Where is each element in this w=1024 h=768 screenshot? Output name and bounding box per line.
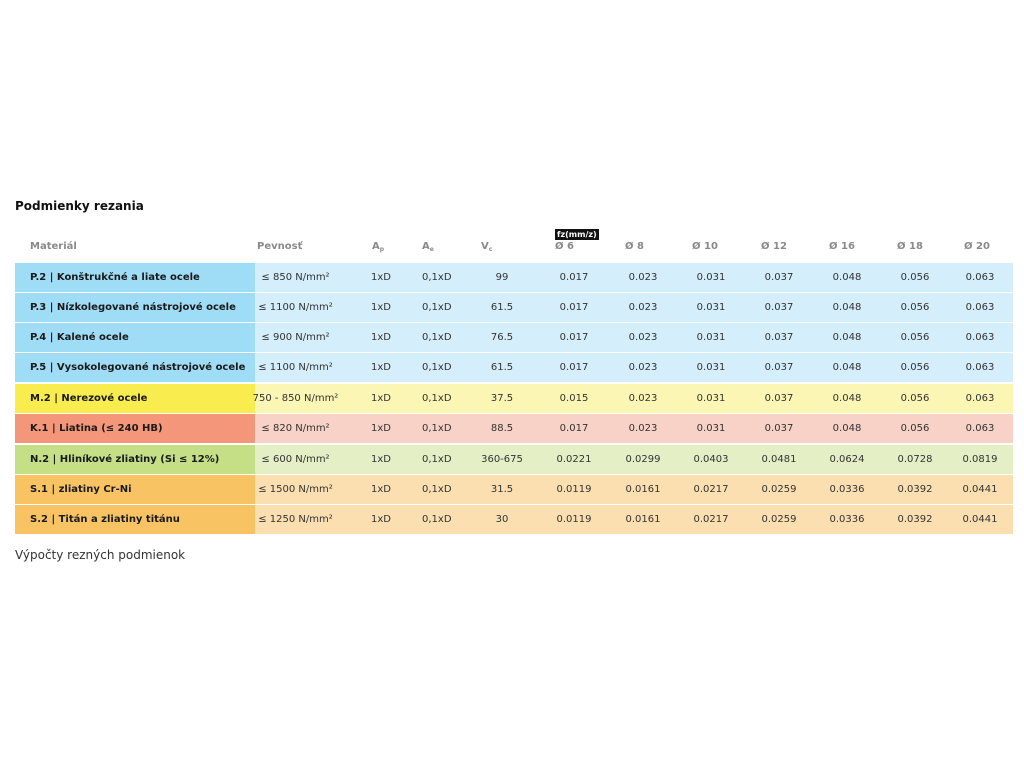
table-row (15, 293, 1013, 322)
fz-cell: 0.063 (965, 332, 995, 343)
fz-cell: 0.056 (900, 362, 930, 373)
fz-cell: 0.031 (696, 362, 726, 373)
vc-cell: 61.5 (490, 362, 514, 373)
ap-cell: 1xD (371, 484, 391, 495)
header-diameter-20: Ø 20 (964, 241, 990, 252)
fz-cell: 0.0161 (625, 514, 661, 525)
fz-cell: 0.048 (832, 423, 862, 434)
table-row (15, 263, 1013, 292)
table-row (15, 445, 1013, 474)
ap-cell: 1xD (371, 423, 391, 434)
header-material: Materiál (30, 241, 77, 252)
fz-cell: 0.031 (696, 423, 726, 434)
fz-unit-label: fz(mm/z) (557, 230, 597, 239)
fz-cell: 0.037 (764, 302, 794, 313)
table-row (15, 414, 1013, 443)
fz-cell: 0.0217 (693, 514, 729, 525)
ae-cell: 0,1xD (422, 423, 452, 434)
fz-cell: 0.0299 (625, 454, 661, 465)
fz-cell: 0.063 (965, 362, 995, 373)
material-cell: M.2 | Nerezové ocele (15, 384, 255, 413)
strength-cell: ≤ 1100 N/mm² (258, 362, 333, 373)
fz-cell: 0.0624 (829, 454, 865, 465)
vc-cell: 31.5 (490, 484, 514, 495)
fz-cell: 0.063 (965, 393, 995, 404)
header-vc: $V_c$ (481, 241, 493, 253)
header-diameter-6: Ø 6 (555, 241, 574, 252)
ae-cell: 0,1xD (422, 332, 452, 343)
fz-cell: 0.056 (900, 272, 930, 283)
fz-cell: 0.023 (628, 272, 658, 283)
fz-cell: 0.048 (832, 393, 862, 404)
ap-cell: 1xD (371, 362, 391, 373)
fz-cell: 0.0392 (897, 484, 933, 495)
material-cell: P.4 | Kalené ocele (15, 323, 255, 352)
fz-cell: 0.037 (764, 332, 794, 343)
material-cell: S.1 | zliatiny Cr-Ni (15, 475, 255, 504)
header-ae: $A_e$ (422, 241, 434, 253)
fz-cell: 0.031 (696, 272, 726, 283)
fz-cell: 0.0481 (761, 454, 797, 465)
fz-cell: 0.063 (965, 272, 995, 283)
ap-cell: 1xD (371, 332, 391, 343)
ap-cell: 1xD (371, 393, 391, 404)
fz-cell: 0.023 (628, 393, 658, 404)
fz-cell: 0.015 (559, 393, 589, 404)
material-cell: N.2 | Hliníkové zliatiny (Si ≤ 12%) (15, 445, 255, 474)
fz-cell: 0.0819 (962, 454, 998, 465)
vc-cell: 76.5 (490, 332, 514, 343)
material-cell: P.5 | Vysokolegované nástrojové ocele (15, 353, 255, 382)
fz-cell: 0.0728 (897, 454, 933, 465)
vc-cell: 99 (495, 272, 509, 283)
fz-cell: 0.056 (900, 393, 930, 404)
vc-cell: 37.5 (490, 393, 514, 404)
fz-cell: 0.023 (628, 362, 658, 373)
fz-cell: 0.0441 (962, 514, 998, 525)
fz-cell: 0.063 (965, 302, 995, 313)
fz-cell: 0.037 (764, 393, 794, 404)
fz-cell: 0.0392 (897, 514, 933, 525)
vc-cell: 30 (495, 514, 509, 525)
fz-cell: 0.031 (696, 332, 726, 343)
strength-cell: ≤ 900 N/mm² (261, 332, 330, 343)
fz-cell: 0.056 (900, 332, 930, 343)
fz-cell: 0.017 (559, 302, 589, 313)
ap-cell: 1xD (371, 514, 391, 525)
fz-cell: 0.017 (559, 423, 589, 434)
fz-cell: 0.0259 (761, 484, 797, 495)
ap-cell: 1xD (371, 454, 391, 465)
material-cell: S.2 | Titán a zliatiny titánu (15, 505, 255, 534)
fz-cell: 0.0119 (556, 514, 592, 525)
vc-cell: 88.5 (490, 423, 514, 434)
fz-cell: 0.023 (628, 332, 658, 343)
strength-cell: ≤ 1250 N/mm² (258, 514, 333, 525)
fz-cell: 0.017 (559, 362, 589, 373)
fz-cell: 0.031 (696, 393, 726, 404)
table-row (15, 353, 1013, 382)
table-row (15, 323, 1013, 352)
fz-cell: 0.048 (832, 332, 862, 343)
fz-cell: 0.0403 (693, 454, 729, 465)
fz-cell: 0.0336 (829, 484, 865, 495)
ae-cell: 0,1xD (422, 393, 452, 404)
header-strength: Pevnosť (257, 241, 303, 252)
fz-cell: 0.0119 (556, 484, 592, 495)
fz-cell: 0.048 (832, 362, 862, 373)
strength-cell: ≤ 1500 N/mm² (258, 484, 333, 495)
strength-cell: ≤ 1100 N/mm² (258, 302, 333, 313)
ae-cell: 0,1xD (422, 454, 452, 465)
fz-cell: 0.0441 (962, 484, 998, 495)
fz-cell: 0.017 (559, 332, 589, 343)
ae-cell: 0,1xD (422, 484, 452, 495)
table-row (15, 505, 1013, 534)
header-diameter-10: Ø 10 (692, 241, 718, 252)
ap-cell: 1xD (371, 272, 391, 283)
fz-cell: 0.048 (832, 272, 862, 283)
strength-cell: ≤ 850 N/mm² (261, 272, 330, 283)
fz-cell: 0.0336 (829, 514, 865, 525)
vc-cell: 360-675 (481, 454, 523, 465)
table-row (15, 384, 1013, 413)
fz-cell: 0.048 (832, 302, 862, 313)
table-row (15, 475, 1013, 504)
fz-cell: 0.023 (628, 302, 658, 313)
fz-cell: 0.056 (900, 423, 930, 434)
strength-cell: 750 - 850 N/mm² (252, 393, 339, 404)
fz-cell: 0.031 (696, 302, 726, 313)
fz-cell: 0.037 (764, 362, 794, 373)
fz-cell: 0.017 (559, 272, 589, 283)
section-title: Podmienky rezania (15, 199, 144, 213)
table-caption: Výpočty rezných podmienok (15, 548, 186, 562)
strength-cell: ≤ 820 N/mm² (261, 423, 330, 434)
header-ap: $A_p$ (372, 241, 385, 253)
material-cell: K.1 | Liatina (≤ 240 HB) (15, 414, 255, 443)
fz-cell: 0.037 (764, 423, 794, 434)
fz-cell: 0.063 (965, 423, 995, 434)
fz-cell: 0.056 (900, 302, 930, 313)
strength-cell: ≤ 600 N/mm² (261, 454, 330, 465)
fz-cell: 0.0221 (556, 454, 592, 465)
header-diameter-12: Ø 12 (761, 241, 787, 252)
ae-cell: 0,1xD (422, 514, 452, 525)
material-cell: P.2 | Konštrukčné a liate ocele (15, 263, 255, 292)
vc-cell: 61.5 (490, 302, 514, 313)
fz-cell: 0.037 (764, 272, 794, 283)
header-diameter-16: Ø 16 (829, 241, 855, 252)
header-diameter-8: Ø 8 (625, 241, 644, 252)
fz-cell: 0.0259 (761, 514, 797, 525)
fz-cell: 0.0217 (693, 484, 729, 495)
fz-cell: 0.0161 (625, 484, 661, 495)
fz-cell: 0.023 (628, 423, 658, 434)
ae-cell: 0,1xD (422, 272, 452, 283)
ae-cell: 0,1xD (422, 362, 452, 373)
material-cell: P.3 | Nízkolegované nástrojové ocele (15, 293, 255, 322)
ap-cell: 1xD (371, 302, 391, 313)
header-diameter-18: Ø 18 (897, 241, 923, 252)
ae-cell: 0,1xD (422, 302, 452, 313)
